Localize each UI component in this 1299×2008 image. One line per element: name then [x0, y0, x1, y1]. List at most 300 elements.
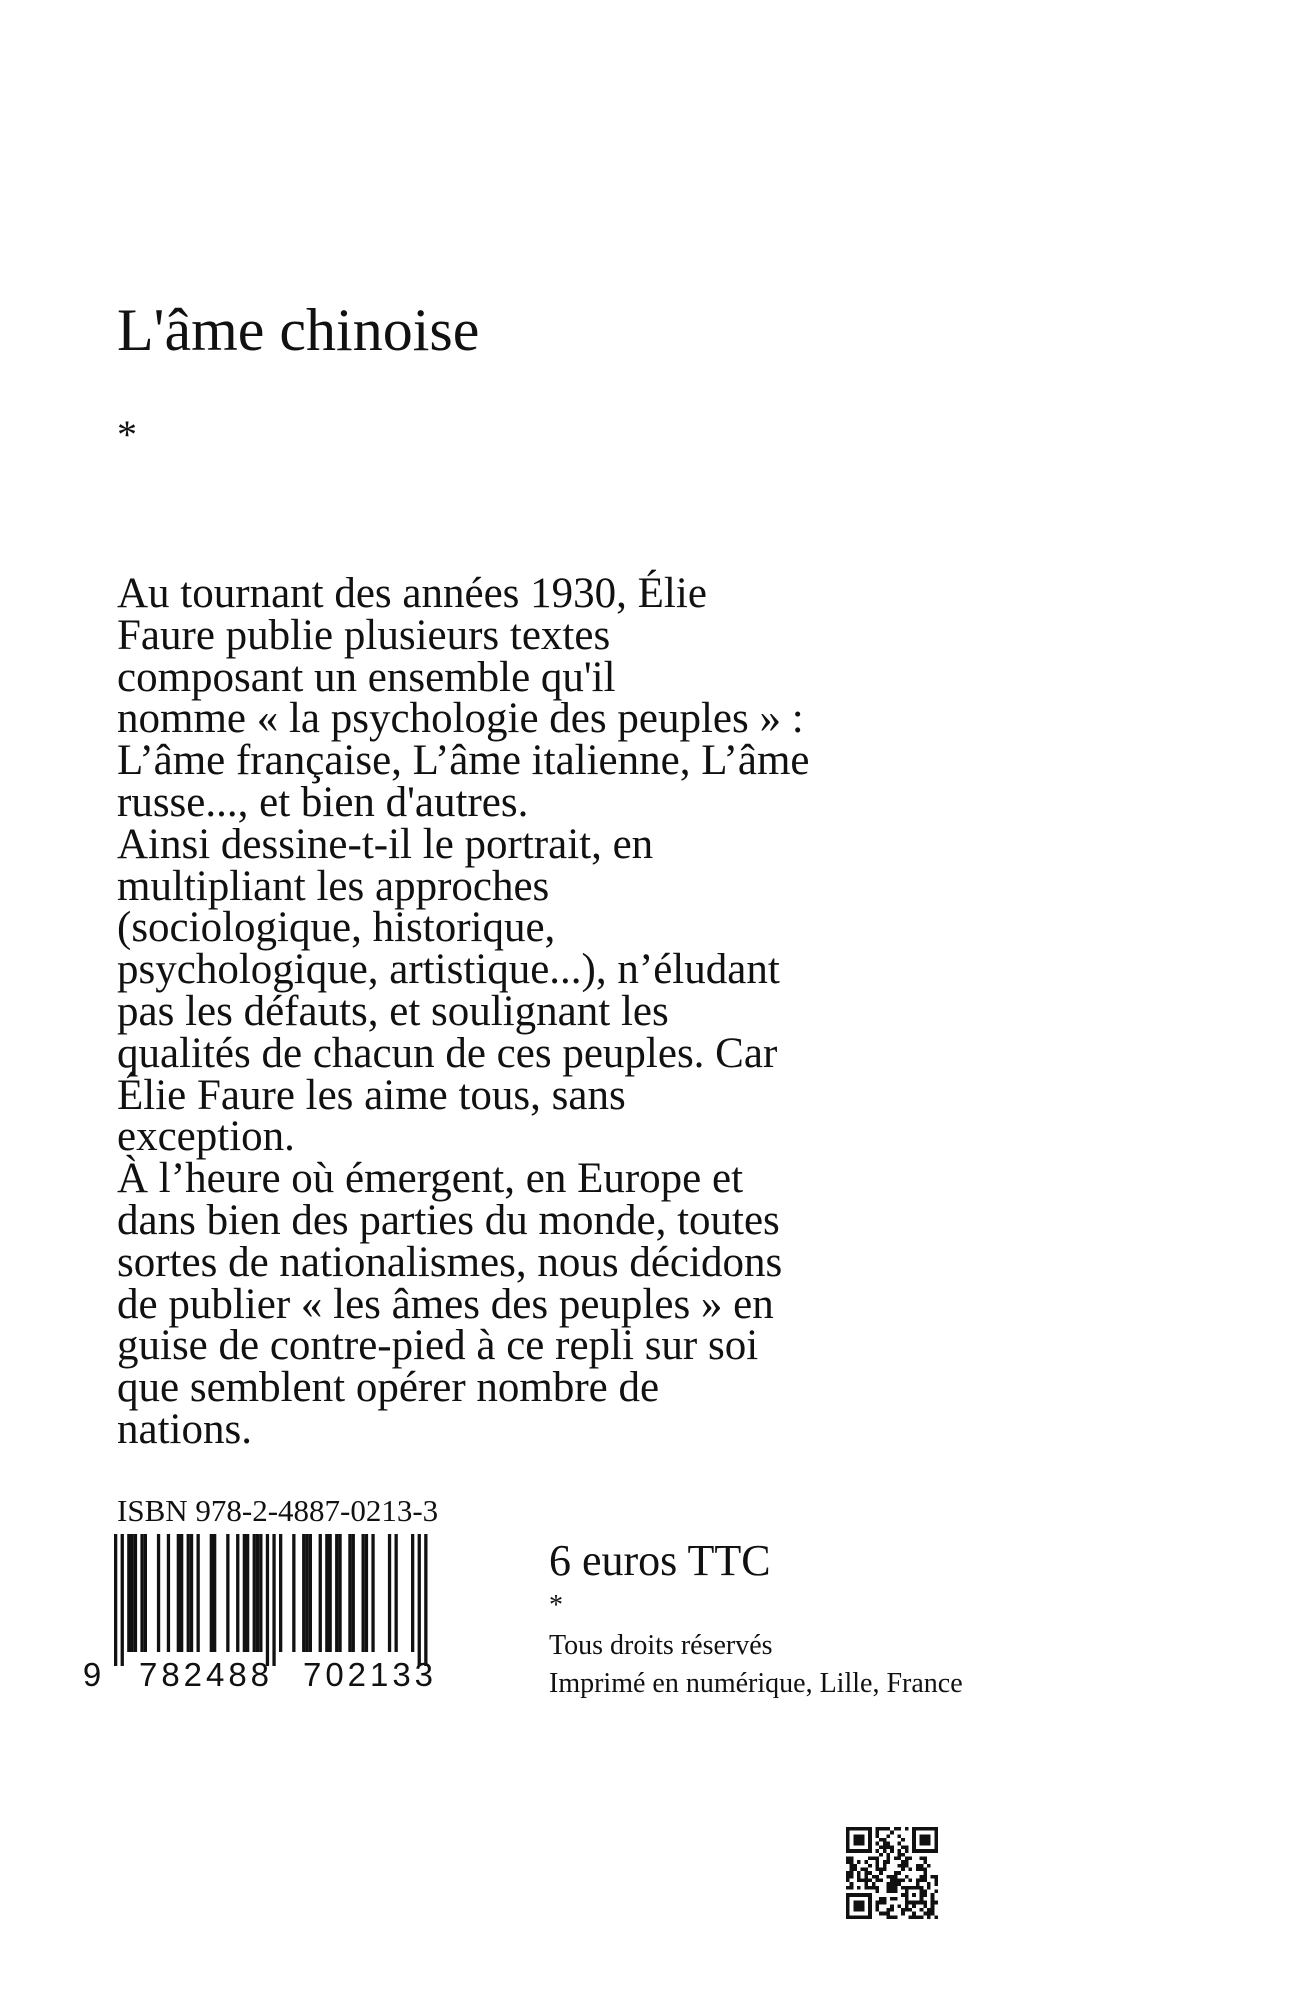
qr-module — [894, 1879, 898, 1883]
qr-module — [853, 1867, 857, 1871]
qr-module — [883, 1897, 887, 1901]
qr-module — [934, 1882, 938, 1886]
qr-module — [868, 1849, 872, 1853]
qr-module — [890, 1890, 894, 1894]
barcode-bar — [226, 1534, 229, 1652]
qr-module — [923, 1912, 927, 1916]
qr-module — [920, 1867, 924, 1871]
qr-module — [886, 1834, 890, 1838]
qr-module — [868, 1904, 872, 1908]
qr-module — [905, 1901, 909, 1905]
qr-module — [912, 1834, 916, 1838]
qr-module — [916, 1867, 920, 1871]
qr-module — [898, 1849, 902, 1853]
qr-module — [923, 1834, 927, 1838]
qr-module — [923, 1849, 927, 1853]
qr-module — [853, 1838, 857, 1842]
blurb-line: Ainsi dessine-t-il le portrait, en — [117, 820, 654, 868]
qr-module — [923, 1871, 927, 1875]
qr-module — [920, 1893, 924, 1897]
blurb-line: (sociologique, historique, — [117, 904, 556, 952]
barcode-bar — [348, 1534, 351, 1652]
qr-module — [931, 1901, 935, 1905]
qr-module — [875, 1849, 879, 1853]
qr-module — [886, 1856, 890, 1860]
qr-module — [846, 1886, 850, 1890]
qr-module — [905, 1875, 909, 1879]
qr-module — [927, 1864, 931, 1868]
qr-module — [872, 1882, 876, 1886]
qr-module — [923, 1879, 927, 1883]
qr-module — [931, 1827, 935, 1831]
ean13-barcode-icon — [78, 1534, 478, 1694]
qr-module — [879, 1901, 883, 1905]
qr-module — [864, 1871, 868, 1875]
qr-module — [875, 1867, 879, 1871]
qr-module — [905, 1886, 909, 1890]
qr-module — [905, 1849, 909, 1853]
qr-module — [846, 1908, 850, 1912]
qr-module — [909, 1867, 913, 1871]
qr-modules — [846, 1827, 938, 1919]
qr-module — [846, 1915, 850, 1919]
barcode-bar — [319, 1534, 322, 1652]
qr-module — [883, 1849, 887, 1853]
qr-module — [846, 1834, 850, 1838]
barcode-bar — [335, 1534, 338, 1652]
qr-module — [927, 1886, 931, 1890]
qr-module — [875, 1908, 879, 1912]
qr-module — [875, 1831, 879, 1835]
qr-module — [886, 1886, 890, 1890]
barcode-bar — [338, 1534, 341, 1652]
barcode-bar — [131, 1534, 134, 1652]
back-cover-blurb — [117, 570, 977, 1453]
qr-module — [857, 1908, 861, 1912]
barcode-bar — [213, 1534, 216, 1652]
qr-module — [923, 1893, 927, 1897]
qr-module — [912, 1849, 916, 1853]
qr-module — [875, 1842, 879, 1846]
barcode-bar — [177, 1534, 180, 1652]
qr-module — [861, 1849, 865, 1853]
qr-module — [879, 1912, 883, 1916]
qr-module — [850, 1886, 854, 1890]
qr-module — [894, 1875, 898, 1879]
barcode-bar — [187, 1534, 190, 1652]
blurb-line: Élie Faure les aime tous, sans — [117, 1071, 626, 1119]
qr-module — [923, 1856, 927, 1860]
qr-module — [868, 1856, 872, 1860]
barcode-bar — [395, 1534, 398, 1652]
qr-module — [894, 1890, 898, 1894]
qr-module — [920, 1908, 924, 1912]
barcode-bar — [302, 1534, 305, 1652]
barcode-bar — [210, 1534, 213, 1652]
qr-module — [861, 1901, 865, 1905]
qr-module — [868, 1834, 872, 1838]
qr-module — [861, 1827, 865, 1831]
qr-module — [864, 1867, 868, 1871]
qr-module — [923, 1890, 927, 1894]
barcode-bar — [305, 1534, 308, 1652]
qr-module — [850, 1849, 854, 1853]
qr-module — [927, 1908, 931, 1912]
qr-module — [857, 1827, 861, 1831]
barcode-bar — [236, 1534, 239, 1652]
qr-module — [912, 1915, 916, 1919]
rights-reserved-text: Tous droits réservés — [549, 1630, 773, 1661]
qr-module — [850, 1871, 854, 1875]
qr-module — [853, 1827, 857, 1831]
barcode-bar — [197, 1534, 200, 1652]
barcode-bar — [190, 1534, 193, 1652]
qr-module — [898, 1882, 902, 1886]
qr-module — [883, 1842, 887, 1846]
price-label: 6 euros TTC — [549, 1536, 771, 1585]
qr-module — [916, 1886, 920, 1890]
qr-module — [853, 1908, 857, 1912]
qr-module — [920, 1901, 924, 1905]
qr-module — [886, 1845, 890, 1849]
qr-module — [846, 1901, 850, 1905]
barcode-bar — [134, 1534, 137, 1652]
barcode-bar — [362, 1534, 365, 1652]
qr-module — [886, 1860, 890, 1864]
qr-module — [890, 1908, 894, 1912]
barcode-bar — [144, 1534, 147, 1652]
qr-module — [901, 1845, 905, 1849]
qr-module — [894, 1856, 898, 1860]
qr-module — [850, 1875, 854, 1879]
qr-module — [920, 1875, 924, 1879]
qr-module — [912, 1845, 916, 1849]
qr-module — [923, 1860, 927, 1864]
qr-module — [875, 1890, 879, 1894]
qr-module — [916, 1915, 920, 1919]
qr-module — [894, 1871, 898, 1875]
qr-module — [920, 1827, 924, 1831]
qr-module — [920, 1879, 924, 1883]
barcode-digits-right: 702133 — [303, 1656, 433, 1693]
qr-module — [868, 1879, 872, 1883]
qr-module — [912, 1842, 916, 1846]
qr-module — [864, 1875, 868, 1879]
blurb-line: À l’heure où émergent, en Europe et — [117, 1155, 744, 1203]
qr-module — [934, 1879, 938, 1883]
qr-module — [890, 1886, 894, 1890]
qr-module — [879, 1827, 883, 1831]
qr-module — [861, 1879, 865, 1883]
qr-module — [846, 1845, 850, 1849]
blurb-line: Faure publie plusieurs textes — [117, 611, 611, 659]
qr-module — [857, 1871, 861, 1875]
qr-module — [934, 1849, 938, 1853]
qr-module — [905, 1897, 909, 1901]
qr-module — [886, 1842, 890, 1846]
separator-asterisk-small: * — [549, 1590, 563, 1621]
qr-module — [872, 1875, 876, 1879]
qr-module — [901, 1853, 905, 1857]
qr-module — [853, 1901, 857, 1905]
qr-module — [916, 1849, 920, 1853]
qr-module — [868, 1897, 872, 1901]
qr-module — [857, 1893, 861, 1897]
qr-module — [909, 1879, 913, 1883]
qr-module — [894, 1882, 898, 1886]
qr-module — [864, 1849, 868, 1853]
qr-module — [868, 1827, 872, 1831]
qr-module — [846, 1849, 850, 1853]
barcode-bar — [180, 1534, 183, 1652]
qr-module — [868, 1908, 872, 1912]
barcode-bar — [365, 1534, 368, 1652]
qr-module — [890, 1849, 894, 1853]
qr-module — [934, 1915, 938, 1919]
qr-module — [912, 1901, 916, 1905]
qr-module — [898, 1904, 902, 1908]
qr-module — [890, 1879, 894, 1883]
qr-module — [875, 1875, 879, 1879]
qr-module — [879, 1871, 883, 1875]
qr-module — [853, 1849, 857, 1853]
qr-module — [864, 1915, 868, 1919]
barcode-bars — [114, 1534, 428, 1666]
barcode-bar — [279, 1534, 282, 1652]
qr-module — [923, 1842, 927, 1846]
qr-module — [931, 1904, 935, 1908]
qr-module — [905, 1827, 909, 1831]
qr-module — [920, 1834, 924, 1838]
qr-module — [857, 1838, 861, 1842]
qr-module — [920, 1849, 924, 1853]
qr-module — [868, 1831, 872, 1835]
qr-module — [868, 1901, 872, 1905]
qr-module — [864, 1860, 868, 1864]
qr-module — [905, 1904, 909, 1908]
barcode-bar — [121, 1534, 124, 1666]
qr-module — [905, 1845, 909, 1849]
qr-module — [934, 1890, 938, 1894]
qr-module — [920, 1864, 924, 1868]
qr-module — [901, 1908, 905, 1912]
qr-module — [931, 1849, 935, 1853]
blurb-line: russe..., et bien d'autres. — [117, 778, 529, 826]
qr-module — [846, 1897, 850, 1901]
qr-module — [898, 1879, 902, 1883]
qr-module — [846, 1879, 850, 1883]
qr-module — [916, 1864, 920, 1868]
qr-module — [886, 1908, 890, 1912]
qr-module — [912, 1904, 916, 1908]
qr-module — [875, 1879, 879, 1883]
qr-module — [923, 1901, 927, 1905]
qr-module — [846, 1912, 850, 1916]
qr-module — [886, 1890, 890, 1894]
blurb-line: psychologique, artistique...), n’éludant — [117, 946, 780, 994]
qr-module — [901, 1893, 905, 1897]
qr-module — [861, 1838, 865, 1842]
qr-module — [920, 1838, 924, 1842]
qr-module — [879, 1845, 883, 1849]
qr-module — [934, 1845, 938, 1849]
qr-module — [868, 1915, 872, 1919]
qr-module — [934, 1901, 938, 1905]
blurb-line: Au tournant des années 1930, Élie — [117, 570, 707, 617]
qr-module — [931, 1908, 935, 1912]
qr-module — [923, 1838, 927, 1842]
qr-module — [875, 1864, 879, 1868]
barcode-bar — [253, 1534, 256, 1652]
qr-module — [883, 1867, 887, 1871]
qr-module — [894, 1915, 898, 1919]
qr-module — [894, 1827, 898, 1831]
blurb-line: de publier « les âmes des peuples » en — [117, 1280, 774, 1328]
blurb-line: multipliant les approches — [117, 862, 550, 910]
qr-module — [861, 1904, 865, 1908]
qr-module — [916, 1882, 920, 1886]
qr-module — [890, 1904, 894, 1908]
qr-module — [883, 1912, 887, 1916]
qr-module — [934, 1875, 938, 1879]
qr-module — [861, 1908, 865, 1912]
qr-module — [864, 1879, 868, 1883]
qr-module — [920, 1915, 924, 1919]
qr-module — [872, 1856, 876, 1860]
blurb-line: L’âme française, L’âme italienne, L’âme — [117, 737, 810, 785]
qr-module — [879, 1879, 883, 1883]
qr-module — [886, 1853, 890, 1857]
qr-module — [861, 1834, 865, 1838]
qr-module — [883, 1864, 887, 1868]
qr-module — [879, 1897, 883, 1901]
qr-module — [864, 1827, 868, 1831]
qr-module — [875, 1860, 879, 1864]
qr-module — [901, 1867, 905, 1871]
qr-module — [927, 1849, 931, 1853]
qr-module — [883, 1845, 887, 1849]
barcode-bar — [256, 1534, 259, 1652]
qr-module — [875, 1901, 879, 1905]
barcode-bar — [309, 1534, 312, 1652]
qr-module — [912, 1838, 916, 1842]
blurb-line: nations. — [117, 1405, 252, 1453]
barcode-bar — [329, 1534, 332, 1652]
qr-module — [905, 1893, 909, 1897]
qr-module — [857, 1886, 861, 1890]
qr-module — [853, 1904, 857, 1908]
qr-module — [857, 1860, 861, 1864]
qr-module — [846, 1904, 850, 1908]
barcode-bar — [371, 1534, 374, 1652]
barcode-digit-first: 9 — [82, 1656, 102, 1693]
rights-block — [549, 1627, 963, 1703]
qr-module — [886, 1915, 890, 1919]
qr-module — [912, 1893, 916, 1897]
qr-module — [875, 1827, 879, 1831]
qr-module — [868, 1912, 872, 1916]
qr-module — [853, 1834, 857, 1838]
qr-module — [927, 1827, 931, 1831]
qr-module — [894, 1886, 898, 1890]
qr-module — [857, 1879, 861, 1883]
qr-module — [872, 1886, 876, 1890]
qr-module — [883, 1860, 887, 1864]
barcode-bar — [114, 1534, 117, 1666]
printed-location-text: Imprimé en numérique, Lille, France — [549, 1668, 963, 1699]
qr-module — [857, 1849, 861, 1853]
qr-module — [927, 1834, 931, 1838]
blurb-line: nomme « la psychologie des peuples » : — [117, 695, 804, 743]
qr-module — [901, 1864, 905, 1868]
qr-module — [853, 1915, 857, 1919]
qr-module — [931, 1897, 935, 1901]
barcode-bar — [140, 1534, 143, 1652]
qr-module — [850, 1864, 854, 1868]
qr-module — [898, 1842, 902, 1846]
qr-module — [857, 1901, 861, 1905]
barcode-bar — [352, 1534, 355, 1652]
qr-module — [879, 1838, 883, 1842]
barcode-bar — [127, 1534, 130, 1652]
qr-module — [934, 1834, 938, 1838]
qr-module — [864, 1893, 868, 1897]
barcode-bar — [418, 1534, 421, 1666]
qr-module — [846, 1838, 850, 1842]
qr-module — [901, 1860, 905, 1864]
qr-module — [923, 1827, 927, 1831]
qr-module — [934, 1831, 938, 1835]
qr-module — [898, 1827, 902, 1831]
qr-module — [927, 1912, 931, 1916]
qr-module — [879, 1853, 883, 1857]
qr-module — [846, 1842, 850, 1846]
qr-module — [853, 1842, 857, 1846]
separator-asterisk: * — [117, 412, 137, 457]
qr-module — [868, 1893, 872, 1897]
qr-module — [898, 1864, 902, 1868]
qr-module — [934, 1842, 938, 1846]
blurb-line: dans bien des parties du monde, toutes — [117, 1196, 780, 1244]
qr-module — [905, 1908, 909, 1912]
blurb-line: sortes de nationalismes, nous décidons — [117, 1238, 783, 1286]
barcode-digits-left: 782488 — [139, 1656, 269, 1693]
qr-module — [846, 1875, 850, 1879]
qr-module — [905, 1860, 909, 1864]
qr-module — [898, 1856, 902, 1860]
blurb-line: que semblent opérer nombre de — [117, 1364, 660, 1412]
qr-module — [890, 1845, 894, 1849]
qr-module — [898, 1871, 902, 1875]
qr-module — [875, 1886, 879, 1890]
qr-module — [890, 1915, 894, 1919]
qr-module — [890, 1831, 894, 1835]
qr-module — [916, 1827, 920, 1831]
barcode-bar — [266, 1534, 269, 1666]
qr-module — [886, 1827, 890, 1831]
qr-module — [850, 1860, 854, 1864]
qr-module — [853, 1893, 857, 1897]
qr-module — [931, 1893, 935, 1897]
qr-module — [901, 1886, 905, 1890]
qr-module — [934, 1838, 938, 1842]
qr-module — [909, 1856, 913, 1860]
qr-module — [905, 1890, 909, 1894]
qr-module — [923, 1904, 927, 1908]
qr-module — [912, 1912, 916, 1916]
barcode-bar — [424, 1534, 427, 1666]
qr-module — [909, 1908, 913, 1912]
